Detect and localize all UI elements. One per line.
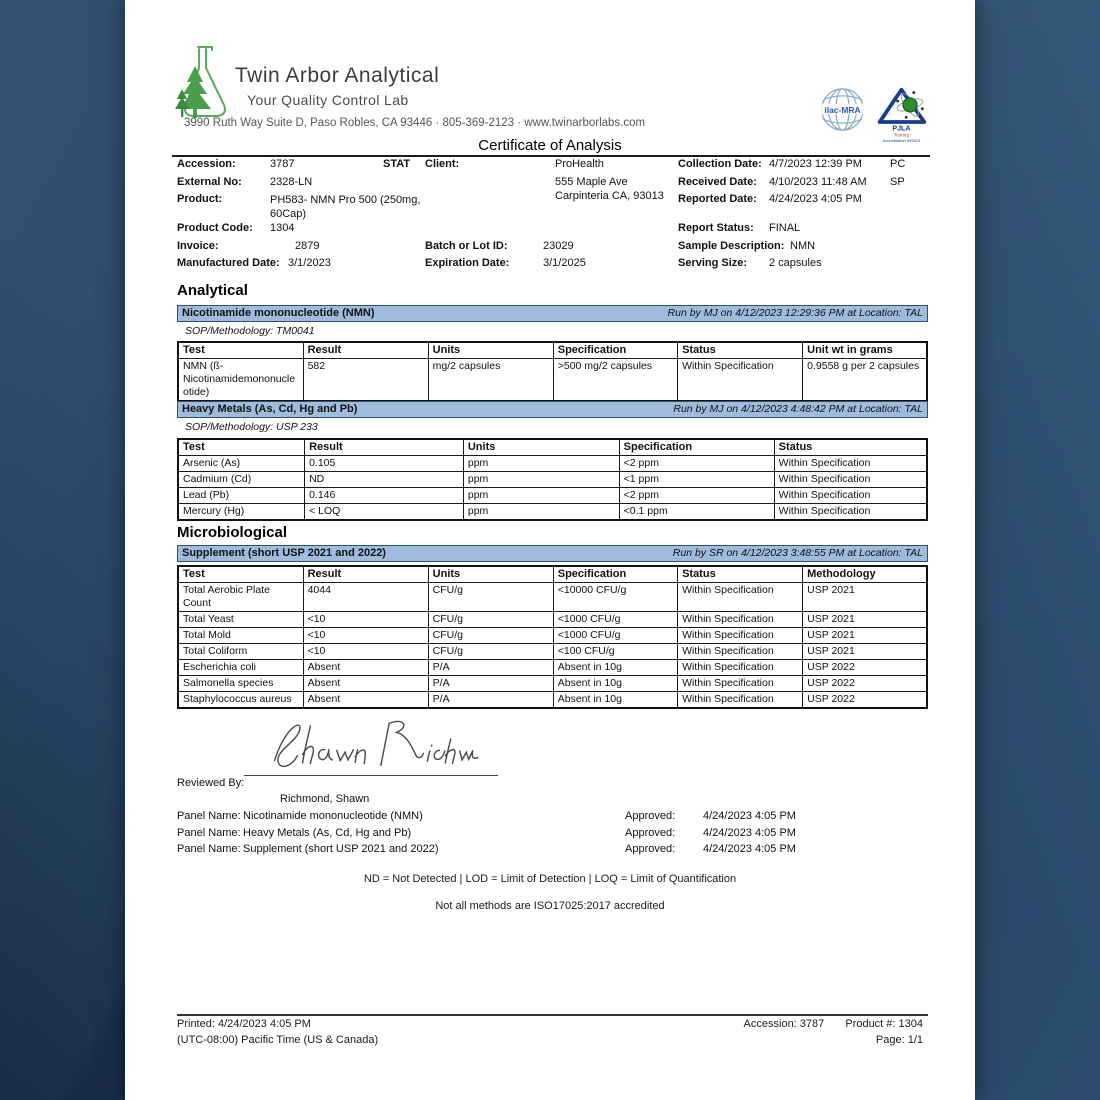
received-date-value: 4/10/2023 11:48 AM	[769, 176, 867, 188]
table-row	[178, 456, 927, 472]
batch-label: Batch or Lot ID:	[425, 240, 508, 252]
table-cell: P/A	[428, 660, 553, 676]
table-cell: Within Specification	[774, 456, 927, 472]
table-cell: USP 2022	[803, 660, 927, 676]
footer-ids	[744, 1018, 923, 1030]
reported-date-label: Reported Date:	[678, 193, 757, 205]
heavy-metals-panel-band	[177, 401, 928, 418]
column-header: Test	[178, 439, 305, 456]
table-row	[178, 488, 927, 504]
nmn-band-title: Nicotinamide mononucleotide (NMN)	[182, 307, 375, 319]
column-header: Specification	[619, 439, 774, 456]
pjla-logo-icon	[872, 83, 929, 143]
column-header: Status	[678, 566, 803, 583]
flask-trees-logo-icon	[173, 42, 235, 122]
table-cell: Absent in 10g	[553, 676, 677, 692]
external-no-value: 2328-LN	[270, 176, 313, 188]
signature-image	[265, 716, 480, 780]
svg-text:ilac-MRA: ilac-MRA	[824, 104, 861, 115]
table-cell: Lead (Pb)	[178, 488, 305, 504]
table-cell: < LOQ	[305, 504, 464, 521]
table-cell: ND	[305, 472, 464, 488]
column-header: Methodology	[803, 566, 927, 583]
column-header: Specification	[553, 566, 677, 583]
table-cell: Total Yeast	[178, 612, 303, 628]
table-cell: USP 2022	[803, 676, 927, 692]
table-header-row	[178, 566, 927, 583]
footer-divider	[177, 1014, 928, 1016]
table-cell: USP 2022	[803, 692, 927, 709]
svg-text:Accreditation #99523: Accreditation #99523	[882, 137, 921, 143]
mfg-date-value: 3/1/2023	[288, 257, 331, 269]
serving-size-value: 2 capsules	[769, 257, 822, 269]
table-row	[178, 504, 927, 521]
table-cell: Within Specification	[774, 472, 927, 488]
document-title: Certificate of Analysis	[478, 137, 622, 154]
table-cell: Within Specification	[678, 692, 803, 709]
table-cell: Absent in 10g	[553, 692, 677, 709]
certificate-document	[125, 0, 975, 1100]
client-address-2: Carpinteria CA, 93013	[555, 190, 664, 202]
mfg-date-label: Manufactured Date:	[177, 257, 280, 269]
table-cell: Within Specification	[774, 488, 927, 504]
column-header: Test	[178, 566, 303, 583]
table-cell: Total Mold	[178, 628, 303, 644]
column-header: Specification	[553, 342, 677, 359]
table-cell: USP 2021	[803, 644, 927, 660]
collector-initials: PC	[890, 158, 906, 170]
timezone-note: (UTC-08:00) Pacific Time (US & Canada)	[177, 1034, 379, 1046]
nmn-panel-band	[177, 305, 928, 322]
table-cell: Within Specification	[678, 644, 803, 660]
table-cell: 0.9558 g per 2 capsules	[803, 359, 927, 402]
sample-desc-value: NMN	[790, 240, 816, 252]
table-cell: Absent	[303, 692, 428, 709]
table-row	[178, 676, 927, 692]
column-header: Result	[303, 566, 428, 583]
client-label: Client:	[425, 158, 460, 170]
column-header: Status	[774, 439, 927, 456]
table-cell: Mercury (Hg)	[178, 504, 305, 521]
reported-date-value: 4/24/2023 4:05 PM	[769, 193, 862, 205]
table-header-row	[178, 439, 927, 456]
table-cell: Within Specification	[678, 660, 803, 676]
reviewer-name: Richmond, Shawn	[280, 793, 370, 805]
footer-product: Product #: 1304	[845, 1018, 923, 1030]
signature-line	[244, 775, 498, 776]
supplement-panel-band	[177, 545, 928, 562]
table-cell: Absent in 10g	[553, 660, 677, 676]
table-cell: <1 ppm	[619, 472, 774, 488]
receiver-initials: SP	[890, 176, 905, 188]
approved-time-3: 4/24/2023 4:05 PM	[703, 843, 796, 855]
heavy-metals-run-by: Run by MJ on 4/12/2023 4:48:42 PM at Location: TAL	[673, 403, 923, 415]
table-row	[178, 583, 927, 612]
table-cell: mg/2 capsules	[428, 359, 553, 402]
table-cell: Within Specification	[678, 676, 803, 692]
approved-label-2: Approved:	[625, 827, 676, 839]
table-cell: Within Specification	[678, 612, 803, 628]
table-cell: 0.146	[305, 488, 464, 504]
table-cell: <2 ppm	[619, 456, 774, 472]
collection-date-label: Collection Date:	[678, 158, 762, 170]
table-cell: P/A	[428, 692, 553, 709]
panel-name-3: Supplement (short USP 2021 and 2022)	[243, 843, 439, 855]
heavy-metals-results-table	[177, 438, 928, 521]
table-cell: CFU/g	[428, 612, 553, 628]
panel-name-label-2: Panel Name:	[177, 827, 241, 839]
reviewed-by-label: Reviewed By:	[177, 777, 245, 789]
table-cell: Within Specification	[678, 628, 803, 644]
table-row	[178, 472, 927, 488]
table-cell: NMN (ß-Nicotinamidemononucleotide)	[178, 359, 303, 402]
table-cell: Total Coliform	[178, 644, 303, 660]
external-no-label: External No:	[177, 176, 242, 188]
brand-tagline: Your Quality Control Lab	[247, 92, 409, 108]
table-cell: Salmonella species	[178, 676, 303, 692]
stat-flag: STAT	[383, 158, 411, 170]
accession-label: Accession:	[177, 158, 236, 170]
column-header: Unit wt in grams	[803, 342, 927, 359]
table-cell: CFU/g	[428, 583, 553, 612]
product-code-label: Product Code:	[177, 222, 253, 234]
table-row	[178, 612, 927, 628]
table-cell: <10	[303, 628, 428, 644]
table-cell: 0.105	[305, 456, 464, 472]
micro-section-title: Microbiological	[177, 524, 288, 541]
nmn-sop: SOP/Methodology: TM0041	[185, 325, 315, 337]
table-cell: <1000 CFU/g	[553, 612, 677, 628]
approved-label-3: Approved:	[625, 843, 676, 855]
brand-address: 3990 Ruth Way Suite D, Paso Robles, CA 93446 · 805-369-2123 · www.twinarborlabs.com	[184, 117, 646, 129]
nmn-run-by: Run by MJ on 4/12/2023 12:29:36 PM at Location: TAL	[667, 307, 923, 319]
table-cell: P/A	[428, 676, 553, 692]
table-cell: USP 2021	[803, 583, 927, 612]
exp-date-label: Expiration Date:	[425, 257, 510, 269]
table-cell: Absent	[303, 660, 428, 676]
table-cell: <10	[303, 644, 428, 660]
panel-name-label-3: Panel Name:	[177, 843, 241, 855]
table-cell: ppm	[463, 456, 619, 472]
table-cell: 4044	[303, 583, 428, 612]
pjla-label: PJLA	[892, 124, 911, 133]
accession-value: 3787	[270, 158, 295, 170]
column-header: Test	[178, 342, 303, 359]
table-cell: Within Specification	[678, 359, 803, 402]
nmn-results-table	[177, 341, 928, 402]
ilac-mra-logo-icon	[819, 86, 866, 133]
column-header: Units	[428, 342, 553, 359]
accreditation-note: Not all methods are ISO17025:2017 accredited	[435, 900, 665, 912]
collection-date-value: 4/7/2023 12:39 PM	[769, 158, 862, 170]
table-row	[178, 628, 927, 644]
table-cell: <2 ppm	[619, 488, 774, 504]
printed-timestamp: Printed: 4/24/2023 4:05 PM	[177, 1018, 311, 1030]
product-label: Product:	[177, 193, 223, 205]
column-header: Units	[428, 566, 553, 583]
approved-time-2: 4/24/2023 4:05 PM	[703, 827, 796, 839]
header-divider	[172, 155, 930, 157]
exp-date-value: 3/1/2025	[543, 257, 586, 269]
table-cell: Within Specification	[774, 504, 927, 521]
abbreviation-legend: ND = Not Detected | LOD = Limit of Detection | LOQ = Limit of Quantification	[363, 873, 737, 885]
sample-desc-label: Sample Description:	[678, 240, 785, 252]
column-header: Result	[303, 342, 428, 359]
table-cell: <0.1 ppm	[619, 504, 774, 521]
column-header: Result	[305, 439, 464, 456]
column-header: Units	[463, 439, 619, 456]
table-cell: CFU/g	[428, 628, 553, 644]
received-date-label: Received Date:	[678, 176, 757, 188]
table-cell: Cadmium (Cd)	[178, 472, 305, 488]
table-cell: <1000 CFU/g	[553, 628, 677, 644]
table-cell: <10000 CFU/g	[553, 583, 677, 612]
table-cell: Arsenic (As)	[178, 456, 305, 472]
supplement-run-by: Run by SR on 4/12/2023 3:48:55 PM at Location: TAL	[672, 547, 923, 559]
supplement-band-title: Supplement (short USP 2021 and 2022)	[182, 547, 386, 559]
heavy-metals-band-title: Heavy Metals (As, Cd, Hg and Pb)	[182, 403, 358, 415]
report-status-label: Report Status:	[678, 222, 754, 234]
table-row	[178, 644, 927, 660]
panel-name-2: Heavy Metals (As, Cd, Hg and Pb)	[243, 827, 412, 839]
footer-page: Page: 1/1	[875, 1034, 923, 1046]
table-cell: ppm	[463, 472, 619, 488]
table-cell: Absent	[303, 676, 428, 692]
table-cell: Within Specification	[678, 583, 803, 612]
invoice-label: Invoice:	[177, 240, 219, 252]
product-value: PH583- NMN Pro 500 (250mg, 60Cap)	[270, 194, 421, 220]
heavy-metals-sop: SOP/Methodology: USP 233	[185, 421, 318, 433]
product-code-value: 1304	[270, 222, 295, 234]
panel-name-1: Nicotinamide mononucleotide (NMN)	[243, 810, 423, 822]
supplement-results-table	[177, 565, 928, 709]
report-status-value: FINAL	[769, 222, 801, 234]
table-row	[178, 660, 927, 676]
analytical-section-title: Analytical	[177, 282, 248, 299]
approved-label-1: Approved:	[625, 810, 676, 822]
table-cell: ppm	[463, 504, 619, 521]
table-cell: <10	[303, 612, 428, 628]
batch-value: 23029	[543, 240, 574, 252]
client-address-1: 555 Maple Ave	[555, 176, 628, 188]
approved-time-1: 4/24/2023 4:05 PM	[703, 810, 796, 822]
table-cell: Staphylococcus aureus	[178, 692, 303, 709]
serving-size-label: Serving Size:	[678, 257, 748, 269]
table-cell: USP 2021	[803, 628, 927, 644]
table-cell: >500 mg/2 capsules	[553, 359, 677, 402]
panel-name-label-1: Panel Name:	[177, 810, 241, 822]
table-cell: Total Aerobic Plate Count	[178, 583, 303, 612]
table-header-row	[178, 342, 927, 359]
table-cell: CFU/g	[428, 644, 553, 660]
table-cell: ppm	[463, 488, 619, 504]
table-row	[178, 359, 927, 402]
client-name: ProHealth	[555, 158, 604, 170]
footer-accession: Accession: 3787	[743, 1018, 825, 1030]
invoice-value: 2879	[295, 240, 320, 252]
svg-text:Testing: Testing	[893, 133, 909, 139]
table-cell: Escherichia coli	[178, 660, 303, 676]
table-cell: USP 2021	[803, 612, 927, 628]
table-cell: <100 CFU/g	[553, 644, 677, 660]
column-header: Status	[678, 342, 803, 359]
table-row	[178, 692, 927, 709]
brand-name: Twin Arbor Analytical	[235, 64, 440, 87]
table-cell: 582	[303, 359, 428, 402]
